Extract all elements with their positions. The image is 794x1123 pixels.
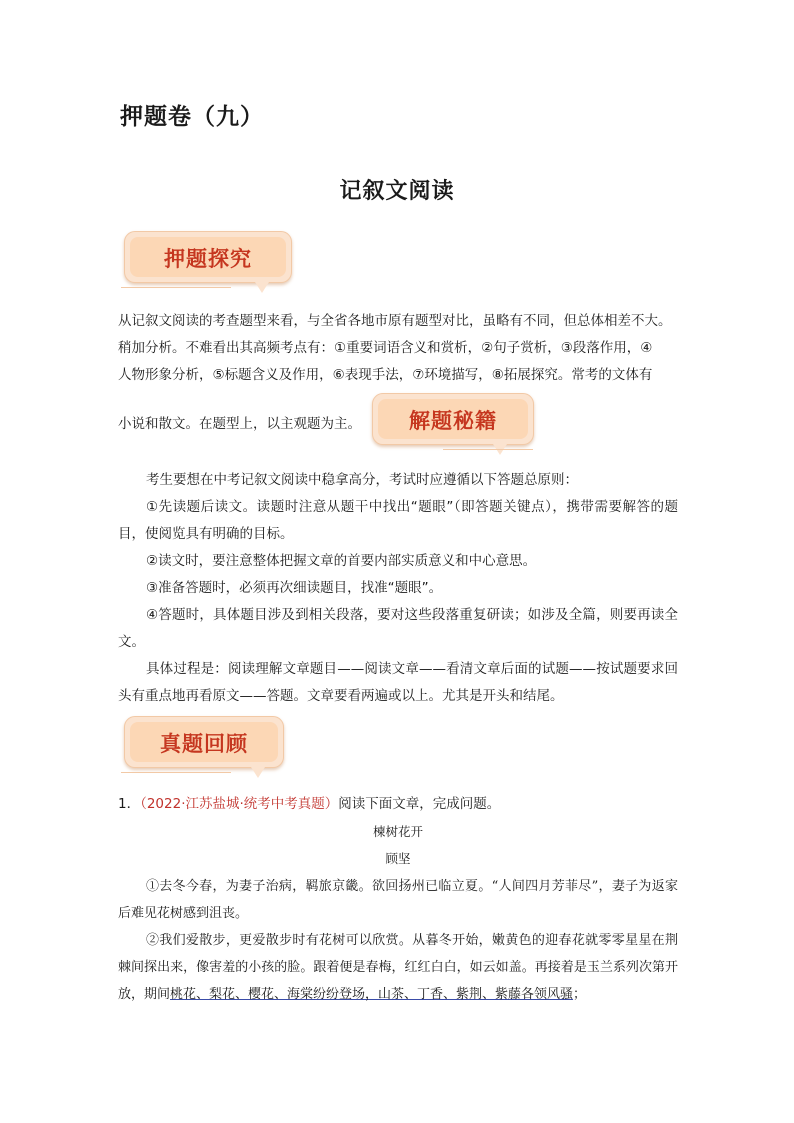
intro-line: 人物形象分析，⑤标题含义及作用，⑥表现手法，⑦环境描写，⑧拓展探究。常考的文体有 [118, 367, 653, 383]
badge-jie-ti-mi-ji [372, 393, 534, 445]
tip-paragraph: 具体过程是：阅读理解文章题目——阅读文章——看清文章后面的试题——按试题要求回头有重点地再看原文——答题。文章要看两遍或以上。尤其是开头和结尾。 [118, 661, 678, 704]
badge-label: 解题秘籍 [409, 409, 497, 433]
badge-label: 真题回顾 [160, 732, 248, 756]
article-paragraph [118, 927, 678, 1008]
question-line [118, 791, 678, 818]
article-author: 顾坚 [385, 851, 411, 866]
intro-line: 小说和散文。在题型上，以主观题为主。 [118, 416, 361, 432]
badge-zhen-ti-hui-gu [124, 716, 284, 768]
badge-label: 押题探究 [164, 247, 252, 271]
intro-line: 稍加分析。不难看出其高频考点有：①重要词语含义和赏析，②句子赏析，③段落作用，④ [118, 340, 653, 356]
article-paragraph: ①去冬今春，为妻子治病，羁旅京畿。欲回扬州已临立夏。“人间四月芳菲尽”，妻子为返家后难见花树感到沮丧。 [118, 879, 678, 921]
tip-paragraph: 考生要想在中考记叙文阅读中稳拿高分，考试时应遵循以下答题总原则： [146, 472, 578, 488]
article-body [118, 873, 678, 1008]
tip-paragraph: ①先读题后读文。读题时注意从题干中找出“题眼”（即答题关键点），携带需要解答的题目，使阅览具有明确的目标。 [118, 499, 678, 542]
tips-block [118, 467, 678, 710]
question-number: 1． [118, 796, 141, 812]
article-title: 楝树花开 [372, 824, 423, 839]
question-instruction: 阅读下面文章，完成问题。 [338, 796, 501, 812]
tip-paragraph: ④答题时，具体题目涉及到相关段落，要对这些段落重复研读；如涉及全篇，则要再读全文。 [118, 607, 678, 650]
section-title: 记叙文阅读 [339, 179, 455, 204]
article-text: ； [573, 987, 587, 1002]
underlined-text: 桃花、梨花、樱花、海棠纷纷登场，山茶、丁香、紫荆、紫藤各领风骚 [170, 987, 574, 1002]
question-source: （2022·江苏盐城·统考中考真题） [140, 796, 339, 812]
article-text: ②我们爱散步，更爱散步时有花树可以欣赏。从暮冬开始，嫩黄色的迎春花就零零星星在荆棘间探出来，像害羞的小孩的脸。跟着便是春梅，红红白白，如云如盖。再接着是玉兰系列次第开放，期间 [118, 933, 678, 1002]
badge-ya-ti-tan-jiu [124, 231, 292, 283]
page-title: 押题卷（九） [120, 104, 264, 130]
tip-paragraph: ②读文时，要注意整体把握文章的首要内部实质意义和中心意思。 [146, 553, 537, 569]
tip-paragraph: ③准备答题时，必须再次细读题目，找准“题眼”。 [146, 580, 443, 596]
intro-line: 从记叙文阅读的考查题型来看，与全省各地市原有题型对比，虽略有不同，但总体相差不大。 [118, 313, 672, 329]
intro-paragraph [118, 308, 678, 389]
